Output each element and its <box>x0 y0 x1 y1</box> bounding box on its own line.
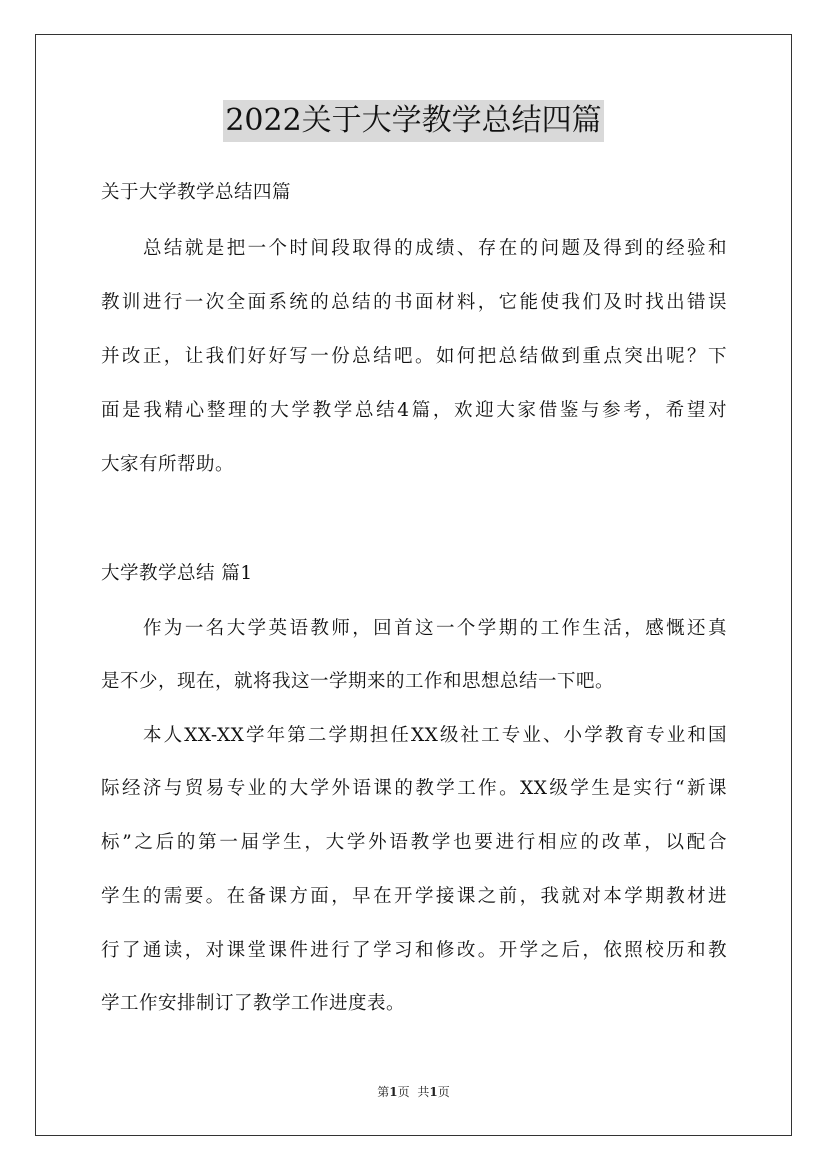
page-footer <box>0 1084 827 1100</box>
page-suffix: 页 <box>397 1085 410 1099</box>
intro-line: 总结就是把一个时间段取得的成绩、存在的问题及得到的经验和 <box>143 238 727 259</box>
intro-line: 教训进行一次全面系统的总结的书面材料，它能使我们及时找出错误 <box>101 292 727 313</box>
paragraph-line: 行了通读，对课堂课件进行了学习和修改。开学之后，依照校历和教 <box>101 940 727 961</box>
title-container <box>0 100 827 142</box>
paragraph-line: 作为一名大学英语教师，回首这一个学期的工作生活，感慨还真 <box>143 618 727 639</box>
page-prefix: 第 <box>377 1085 390 1099</box>
total-pages: 1 <box>429 1085 438 1099</box>
section-heading: 大学教学总结 篇1 <box>101 563 253 584</box>
paragraph-line: 学生的需要。在备课方面，早在开学接课之前，我就对本学期教材进 <box>101 886 727 907</box>
intro-line: 面是我精心整理的大学教学总结4篇，欢迎大家借鉴与参考，希望对 <box>101 400 727 421</box>
paragraph-line: 本人XX-XX学年第二学期担任XX级社工专业、小学教育专业和国 <box>143 725 727 746</box>
total-suffix: 页 <box>437 1085 450 1099</box>
paragraph-line: 标”之后的第一届学生，大学外语教学也要进行相应的改革，以配合 <box>101 832 727 853</box>
paragraph-line: 学工作安排制订了教学工作进度表。 <box>101 993 406 1014</box>
paragraph-line: 际经济与贸易专业的大学外语课的教学工作。XX级学生是实行“新课 <box>101 778 727 799</box>
page-number: 1 <box>389 1085 398 1099</box>
document-subtitle: 关于大学教学总结四篇 <box>101 182 292 203</box>
intro-line: 并改正，让我们好好写一份总结吧。如何把总结做到重点突出呢？下 <box>101 346 727 367</box>
paragraph-line: 是不少，现在，就将我这一学期来的工作和思想总结一下吧。 <box>101 671 615 692</box>
intro-line: 大家有所帮助。 <box>101 454 235 475</box>
document-title: 2022关于大学教学总结四篇 <box>223 100 603 142</box>
total-prefix: 共 <box>417 1085 430 1099</box>
